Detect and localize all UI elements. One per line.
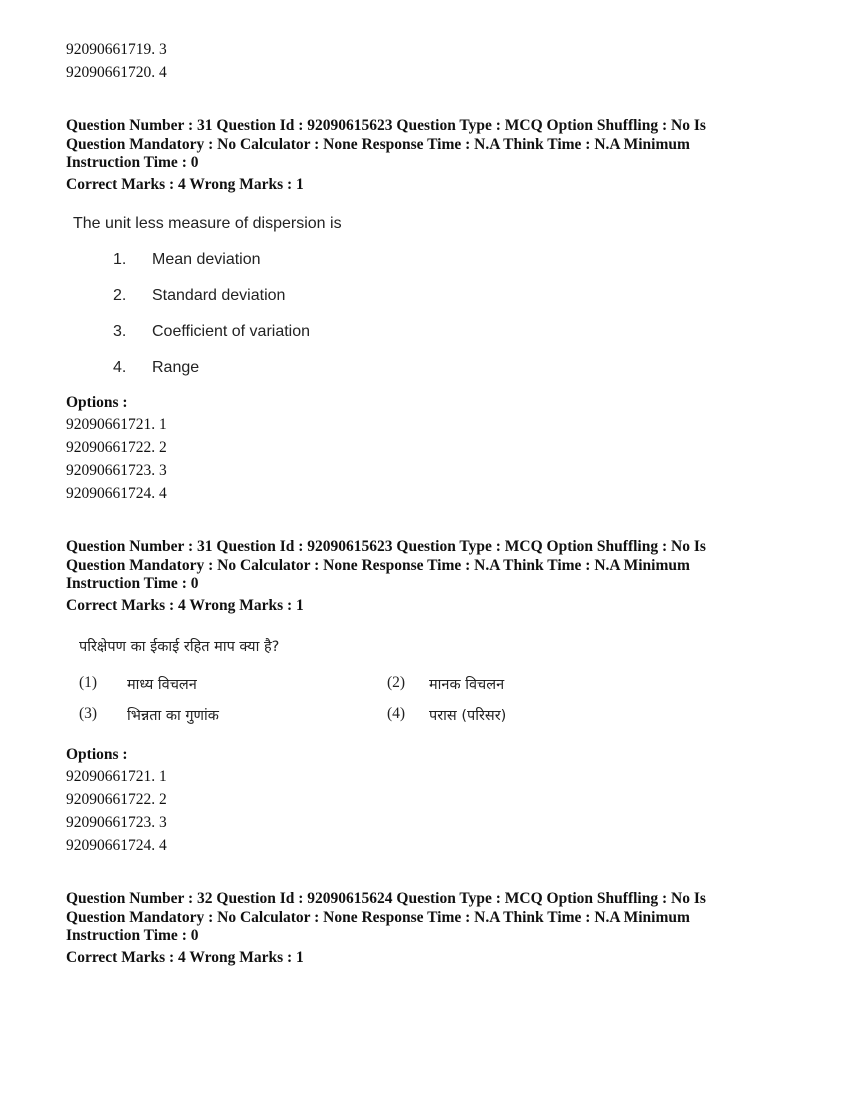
meta-line: Question Mandatory : No Calculator : None Response Time : N.A Think Time : N.A Minimum	[66, 135, 690, 153]
option-id-line: 92090661721. 1	[66, 768, 167, 785]
option-number: 4.	[113, 359, 127, 376]
option-text: मानक विचलन	[429, 677, 505, 693]
meta-line: Question Mandatory : No Calculator : None Response Time : N.A Think Time : N.A Minimum	[66, 908, 690, 926]
question-english	[73, 215, 342, 376]
option-number: (3)	[79, 705, 98, 722]
option-text: Standard deviation	[152, 287, 286, 304]
meta-line: Question Number : 32 Question Id : 92090615624 Question Type : MCQ Option Shuffling : No Is	[66, 890, 706, 907]
option-id-line: 92090661723. 3	[66, 814, 167, 831]
marks-line: Correct Marks : 4 Wrong Marks : 1	[66, 597, 304, 614]
option-text: भिन्नता का गुणांक	[127, 708, 219, 724]
option-number: (4)	[387, 705, 406, 722]
options-label: Options :	[66, 394, 128, 411]
options-label: Options :	[66, 746, 128, 763]
option-id-line: 92090661719. 3	[66, 41, 167, 58]
meta-line: Instruction Time : 0	[66, 927, 199, 944]
marks-line: Correct Marks : 4 Wrong Marks : 1	[66, 176, 304, 193]
option-number: (2)	[387, 674, 406, 691]
question-meta	[66, 117, 786, 173]
option-id-line: 92090661722. 2	[66, 791, 167, 808]
meta-line: Question Number : 31 Question Id : 92090615623 Question Type : MCQ Option Shuffling : No Is	[66, 538, 706, 555]
question-meta	[66, 890, 786, 946]
option-id-line: 92090661720. 4	[66, 64, 167, 81]
question-stem: परिक्षेपण का ईकाई रहित माप क्या है?	[79, 639, 280, 655]
option-id-line: 92090661723. 3	[66, 462, 167, 479]
meta-line: Question Number : 31 Question Id : 92090615623 Question Type : MCQ Option Shuffling : No Is	[66, 117, 706, 134]
option-id-line: 92090661724. 4	[66, 485, 167, 502]
option-id-line: 92090661721. 1	[66, 416, 167, 433]
option-id-line: 92090661724. 4	[66, 837, 167, 854]
meta-line: Instruction Time : 0	[66, 154, 199, 171]
option-number: 2.	[113, 287, 127, 304]
option-id-line: 92090661722. 2	[66, 439, 167, 456]
meta-line: Question Mandatory : No Calculator : None Response Time : N.A Think Time : N.A Minimum	[66, 556, 690, 574]
option-text: माध्य विचलन	[127, 677, 197, 693]
marks-line: Correct Marks : 4 Wrong Marks : 1	[66, 949, 304, 966]
option-number: 3.	[113, 323, 127, 340]
option-text: Mean deviation	[152, 251, 261, 268]
option-text: Range	[152, 359, 200, 376]
option-number: 1.	[113, 251, 127, 268]
option-number: (1)	[79, 674, 98, 691]
option-text: Coefficient of variation	[152, 323, 311, 340]
question-meta	[66, 538, 786, 594]
option-text: परास (परिसर)	[429, 708, 507, 724]
question-stem: The unit less measure of dispersion is	[73, 215, 342, 232]
meta-line: Instruction Time : 0	[66, 575, 199, 592]
